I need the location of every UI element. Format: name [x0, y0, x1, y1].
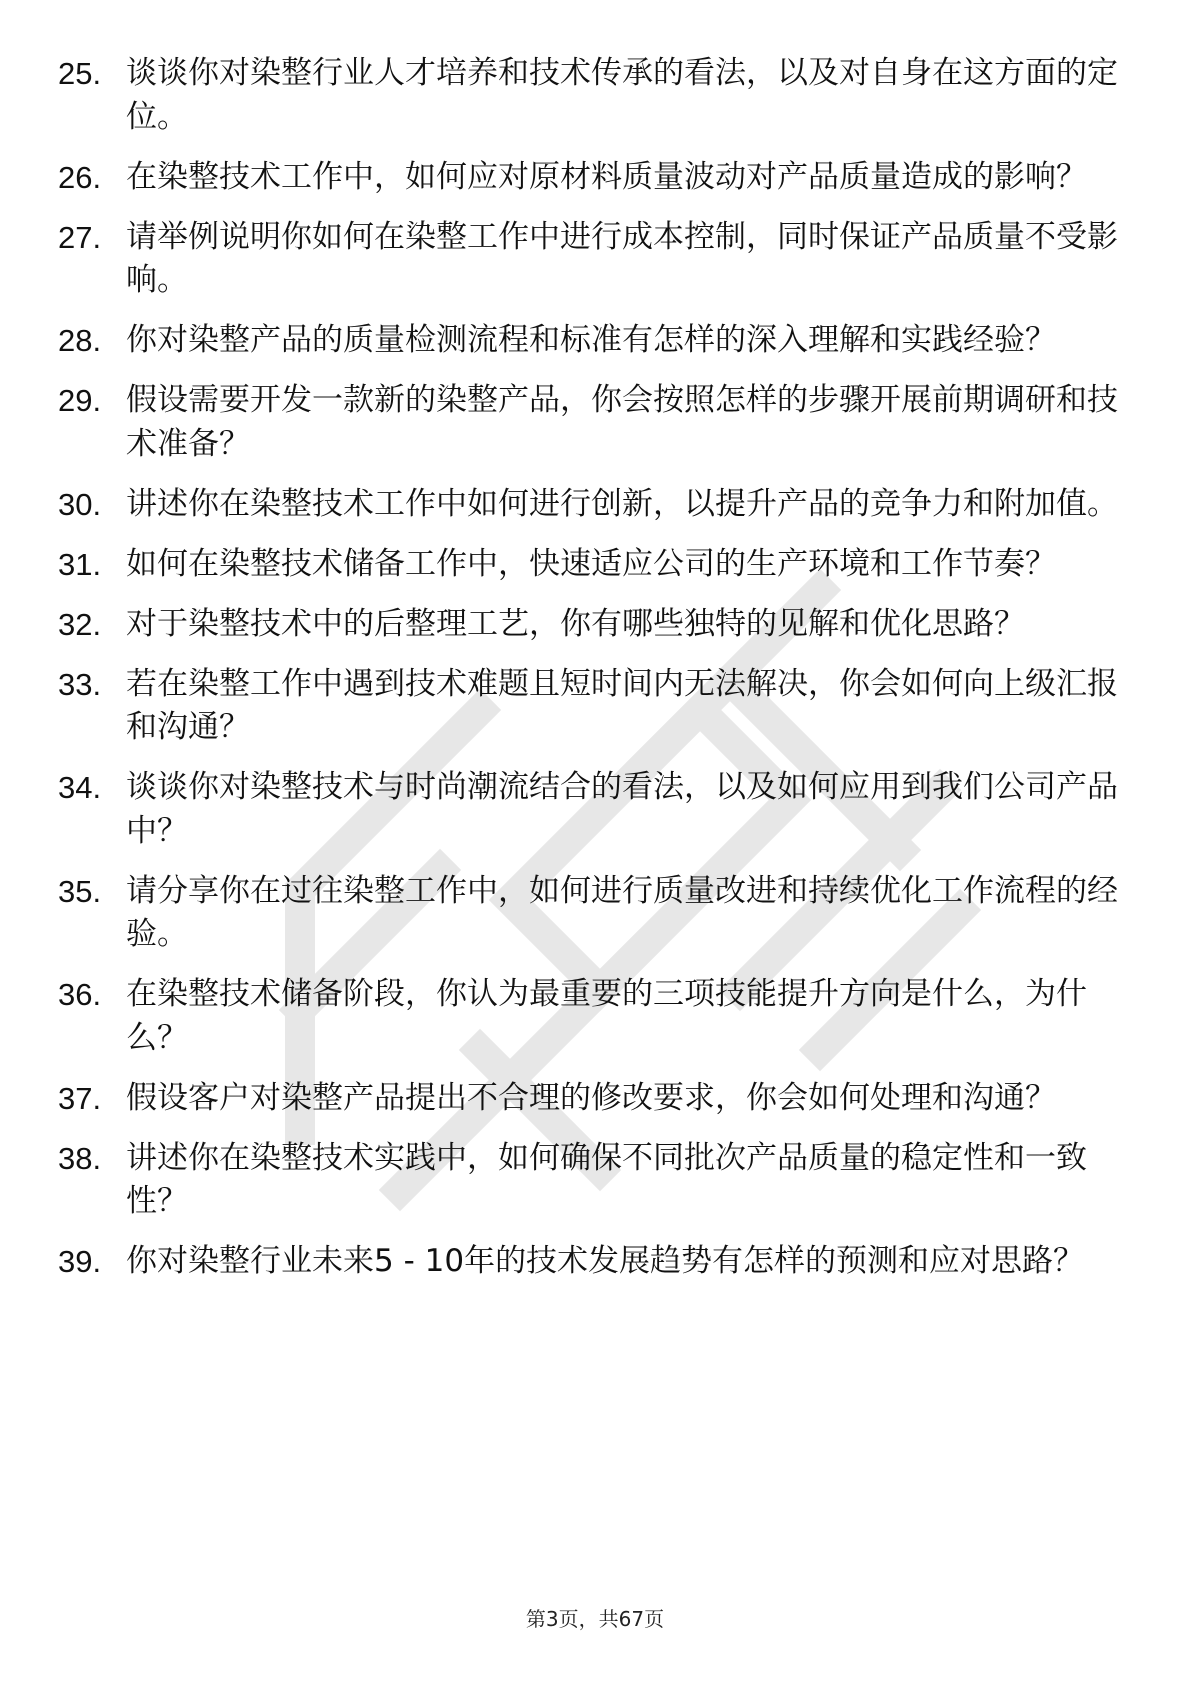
question-text: 对于染整技术中的后整理工艺，你有哪些独特的见解和优化思路？: [126, 605, 1025, 642]
question-item: [58, 603, 1138, 647]
question-number: 34.: [58, 770, 102, 805]
question-item: [58, 52, 1138, 139]
question-text: 讲述你在染整技术工作中如何进行创新，以提升产品的竞争力和附加值。: [126, 485, 1118, 522]
question-number: 31.: [58, 546, 102, 582]
question-list: [58, 52, 1138, 1300]
question-number: 26.: [58, 159, 102, 195]
question-text: 谈谈你对染整行业人才培养和技术传承的看法，以及对自身在这方面的定位。: [126, 55, 1118, 135]
question-text: 假设需要开发一款新的染整产品，你会按照怎样的步骤开展前期调研和技术准备？: [126, 382, 1118, 462]
question-item: [58, 543, 1138, 587]
question-number: 28.: [58, 323, 102, 358]
question-number: 35.: [58, 873, 102, 909]
question-text: 谈谈你对染整技术与时尚潮流结合的看法，以及如何应用到我们公司产品中？: [126, 769, 1118, 849]
question-text: 在染整技术储备阶段，你认为最重要的三项技能提升方向是什么，为什么？: [126, 976, 1087, 1056]
question-item: [58, 870, 1138, 957]
question-number: 37.: [58, 1080, 102, 1116]
question-number: 32.: [58, 606, 102, 642]
question-number: 29.: [58, 383, 102, 418]
question-item: [58, 1240, 1138, 1284]
question-text: 你对染整产品的质量检测流程和标准有怎样的深入理解和实践经验？: [126, 322, 1056, 358]
question-number: 27.: [58, 219, 102, 255]
question-item: [58, 379, 1138, 466]
question-text: 请举例说明你如何在染整工作中进行成本控制，同时保证产品质量不受影响。: [126, 218, 1118, 298]
question-item: [58, 156, 1138, 200]
question-text: 在染整技术工作中，如何应对原材料质量波动对产品质量造成的影响？: [126, 158, 1087, 195]
question-text: 假设客户对染整产品提出不合理的修改要求，你会如何处理和沟通？: [126, 1079, 1056, 1116]
question-item: [58, 973, 1138, 1060]
question-number: 38.: [58, 1140, 102, 1176]
question-text: 讲述你在染整技术实践中，如何确保不同批次产品质量的稳定性和一致性？: [126, 1139, 1087, 1219]
question-item: [58, 216, 1138, 303]
question-number: 30.: [58, 486, 102, 522]
question-text: 你对染整行业未来5 - 10年的技术发展趋势有怎样的预测和应对思路？: [126, 1243, 1085, 1279]
question-item: [58, 663, 1138, 750]
question-text: 请分享你在过往染整工作中，如何进行质量改进和持续优化工作流程的经验。: [126, 872, 1118, 952]
question-text: 如何在染整技术储备工作中，快速适应公司的生产环境和工作节奏？: [126, 545, 1056, 582]
page-number-footer: 第3页，共67页: [525, 1607, 665, 1631]
question-number: 36.: [58, 977, 102, 1012]
question-text: 若在染整工作中遇到技术难题且短时间内无法解决，你会如何向上级汇报和沟通？: [126, 665, 1118, 745]
question-item: [58, 1137, 1138, 1224]
question-item: [58, 766, 1138, 853]
question-item: [58, 483, 1138, 527]
question-item: [58, 319, 1138, 363]
question-item: [58, 1077, 1138, 1121]
question-number: 39.: [58, 1244, 102, 1279]
question-number: 25.: [58, 56, 102, 91]
question-number: 33.: [58, 666, 102, 702]
